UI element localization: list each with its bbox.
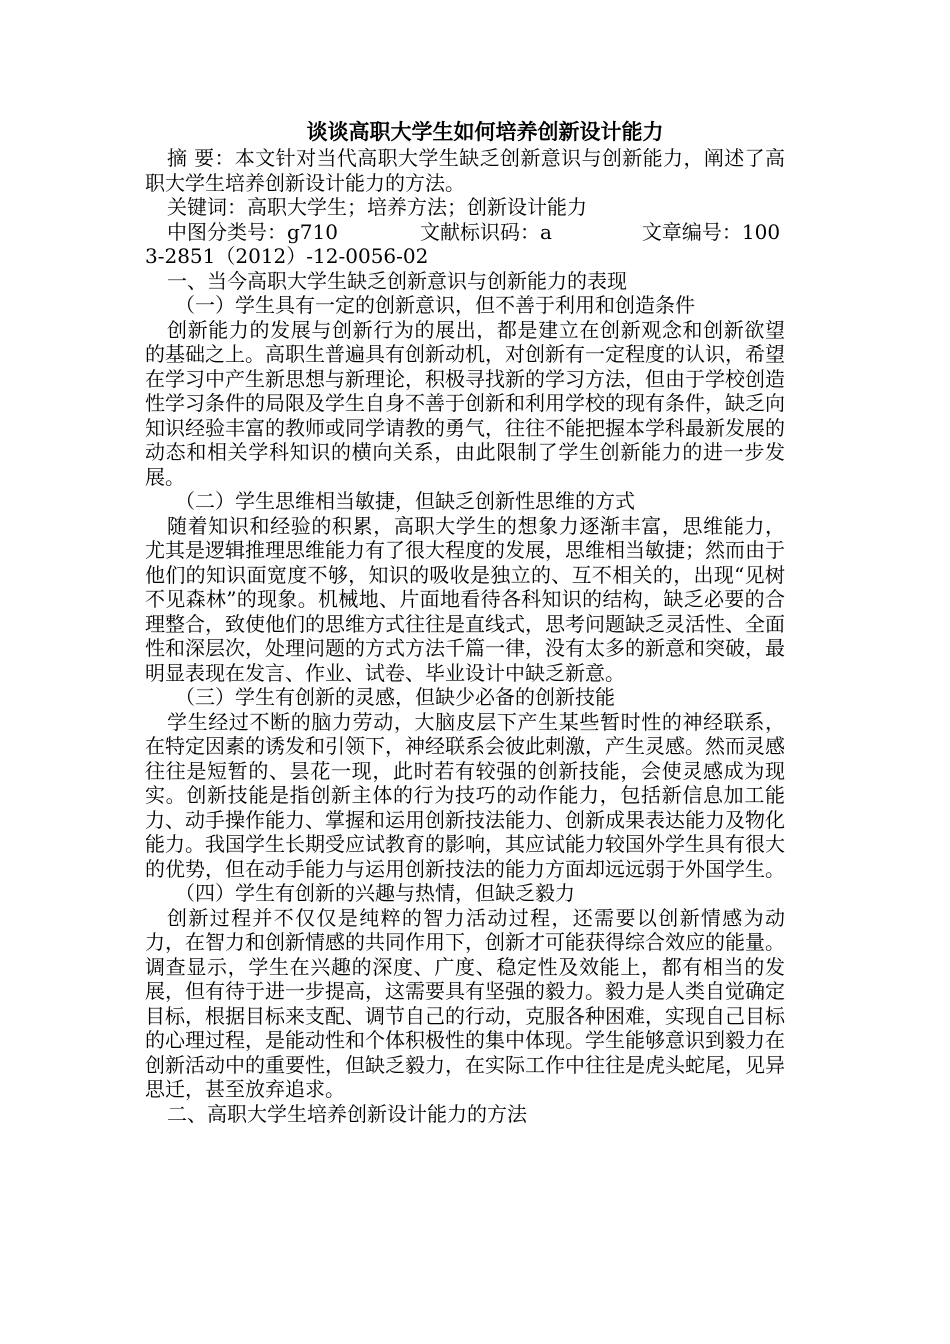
keywords: 关键词：高职大学生；培养方法；创新设计能力 (167, 195, 587, 219)
paragraph-2: 随着知识和经验的积累，高职大学生的想象力逐渐丰富，思维能力，尤其是逻辑推理思维能力有了很大程度的发展，思维相当敏捷；然而由于他们的知识面宽度不够，知识的吸收是独立的、互不相关的，出现“见树不见森林”的现象。机械地、片面地看待各科知识的结构，缺乏必要的合理整合，致使他们的思维方式往往是直线式，思考问题缺乏灵活性、全面性和深层次，处理问题的方式方法千篇一律，没有太多的新意和突破，最明显表现在发言、作业、试卷、毕业设计中缺乏新意。 (145, 513, 785, 685)
subsection-heading-3: （三）学生有创新的灵感，但缺少必备的创新技能 (175, 685, 615, 709)
document-title: 谈谈高职大学生如何培养创新设计能力 (306, 119, 664, 144)
section-heading-1: 一、当今高职大学生缺乏创新意识与创新能力的表现 (167, 268, 627, 293)
section-heading-2: 二、高职大学生培养创新设计能力的方法 (167, 1101, 527, 1126)
subsection-heading-2: （二）学生思维相当敏捷，但缺乏创新性思维的方式 (175, 489, 635, 513)
article-number: 文章编号：1003-2851（2012）-12-0056-02 (145, 219, 781, 268)
paragraph-1: 创新能力的发展与创新行为的展出，都是建立在创新观念和创新欲望的基础之上。高职生普遍具有创新动机，对创新有一定程度的认识，希望在学习中产生新思想与新理论，积极寻找新的学习方法，但由于学校创造性学习条件的局限及学生自身不善于创新和利用学校的现有条件，缺乏向知识经验丰富的教师或同学请教的勇气，往往不能把握本学科最新发展的动态和相关学科知识的横向关系，由此限制了学生创新能力的进一步发展。 (145, 317, 785, 489)
classification-line (145, 220, 785, 269)
document-page (145, 118, 785, 1126)
paragraph-4: 创新过程并不仅仅是纯粹的智力活动过程，还需要以创新情感为动力，在智力和创新情感的共同作用下，创新才可能获得综合效应的能量。调查显示，学生在兴趣的深度、广度、稳定性及效能上，都有相当的发展，但有待于进一步提高，这需要具有坚强的毅力。毅力是人类自觉确定目标，根据目标来支配、调节自己的行动，克服各种困难，实现自己目标的心理过程，是能动性和个体积极性的集中体现。学生能够意识到毅力在创新活动中的重要性，但缺乏毅力，在实际工作中往往是虎头蛇尾，见异思迁，甚至放弃追求。 (145, 905, 785, 1101)
document-code: 文献标识码：a (419, 219, 552, 244)
subsection-heading-4: （四）学生有创新的兴趣与热情，但缺乏毅力 (175, 881, 575, 905)
abstract: 摘 要：本文针对当代高职大学生缺乏创新意识与创新能力，阐述了高职大学生培养创新设计能力的方法。 (145, 146, 785, 195)
paragraph-3: 学生经过不断的脑力劳动，大脑皮层下产生某些暂时性的神经联系，在特定因素的诱发和引领下，神经联系会彼此刺激，产生灵感。然而灵感往往是短暂的、昙花一现，此时若有较强的创新技能，会使灵感成为现实。创新技能是指创新主体的行为技巧的动作能力，包括新信息加工能力、动手操作能力、掌握和运用创新技法能力、创新成果表达能力及物化能力。我国学生长期受应试教育的影响，其应试能力较国外学生具有很大的优势，但在动手能力与运用创新技法的能力方面却远远弱于外国学生。 (145, 709, 785, 881)
clc-number: 中图分类号：g710 (167, 219, 338, 244)
subsection-heading-1: （一）学生具有一定的创新意识，但不善于利用和创造条件 (175, 293, 695, 317)
